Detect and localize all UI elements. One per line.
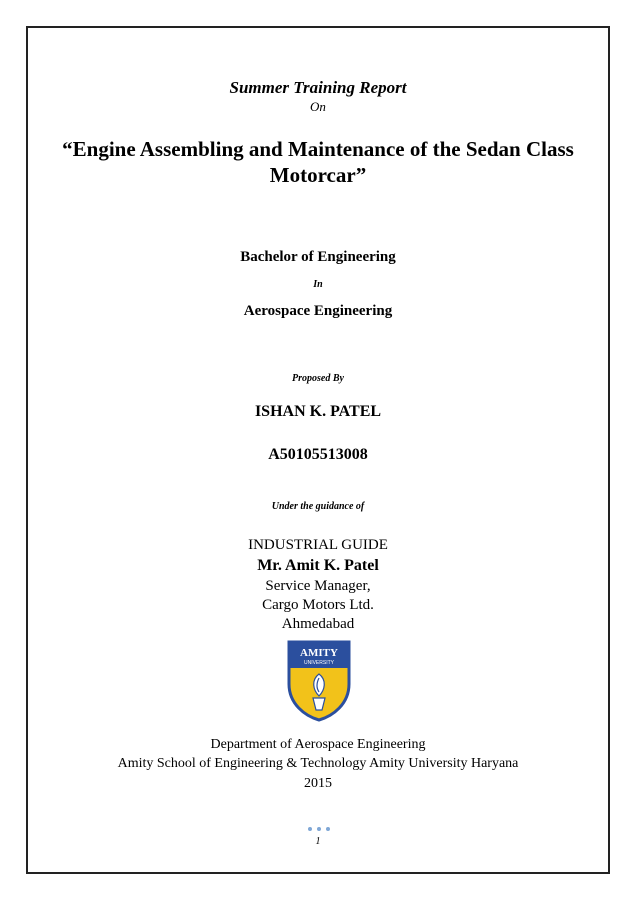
report-type: Summer Training Report <box>229 78 407 97</box>
department: Department of Aerospace Engineering <box>210 737 426 752</box>
guide-designation: Service Manager, <box>265 578 371 594</box>
branch: Aerospace Engineering <box>243 303 393 319</box>
enrollment-number: A50105513008 <box>268 446 368 463</box>
guide-name: Mr. Amit K. Patel <box>257 557 379 574</box>
on-label: On <box>310 99 326 114</box>
proposed-by-label: Proposed By <box>292 373 344 384</box>
student-name: ISHAN K. PATEL <box>254 403 382 420</box>
year: 2015 <box>304 776 332 791</box>
school: Amity School of Engineering & Technology Amity University Haryana <box>117 756 519 771</box>
guide-company: Cargo Motors Ltd. <box>262 597 374 613</box>
in-label: In <box>313 279 323 290</box>
guide-role: INDUSTRIAL GUIDE <box>248 537 388 553</box>
shield-icon <box>283 640 355 722</box>
guide-city: Ahmedabad <box>281 616 355 632</box>
logo-text-bottom: UNIVERSITY <box>303 660 335 666</box>
report-title: “Engine Assembling and Maintenance of the Sedan Class Motorcar” <box>62 137 574 187</box>
guidance-label: Under the guidance of <box>271 501 365 512</box>
logo-text-top: AMITY <box>300 647 338 659</box>
page-dots-icon <box>307 826 331 832</box>
amity-university-logo <box>283 640 355 722</box>
page-number: 1 <box>315 836 321 847</box>
degree: Bachelor of Engineering <box>240 249 396 265</box>
